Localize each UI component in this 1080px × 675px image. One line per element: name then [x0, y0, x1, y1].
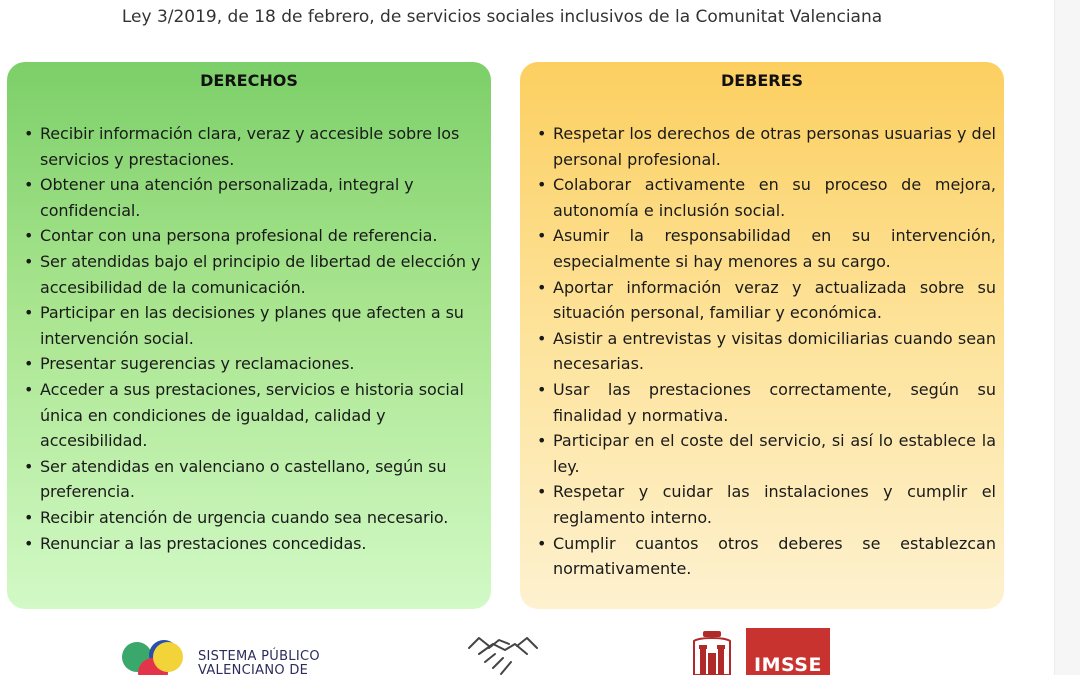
deberes-list [536, 121, 1000, 582]
derechos-item: • Ser atendidas bajo el principio de libertad de elección y accesibilidad de la comunicación. [23, 249, 487, 300]
derechos-panel [7, 62, 491, 609]
deberes-item: • Respetar y cuidar las instalaciones y cumplir el reglamento interno. [536, 479, 1000, 530]
derechos-item: • Acceder a sus prestaciones, servicios e historia social única en condiciones de igualdad, calidad y accesibilidad. [23, 377, 487, 454]
deberes-panel [520, 62, 1004, 609]
deberes-item: • Colaborar activamente en su proceso de mejora, autonomía e inclusión social. [536, 172, 1000, 223]
handshake-icon [465, 630, 541, 675]
deberes-item: • Respetar los derechos de otras personas usuarias y del personal profesional. [536, 121, 1000, 172]
imsse-logo-text: IMSSE [754, 654, 822, 675]
deberes-item: • Usar las prestaciones correctamente, según su finalidad y normativa. [536, 377, 1000, 428]
deberes-item: • Cumplir cuantos otros deberes se establezcan normativamente. [536, 531, 1000, 582]
derechos-list [23, 121, 487, 556]
derechos-item: • Contar con una persona profesional de referencia. [23, 223, 487, 249]
deberes-item: • Asumir la responsabilidad en su intervención, especialmente si hay menores a su cargo. [536, 223, 1000, 274]
logo-dot-yellow-icon [153, 642, 183, 672]
footer-logos [0, 628, 1000, 675]
city-crest-icon [690, 631, 734, 675]
deberes-item: • Asistir a entrevistas y visitas domiciliarias cuando sean necesarias. [536, 326, 1000, 377]
imsse-logo [746, 628, 830, 675]
derechos-item: • Presentar sugerencias y reclamaciones. [23, 351, 487, 377]
derechos-item: • Obtener una atención personalizada, integral y confidencial. [23, 172, 487, 223]
deberes-item: • Aportar información veraz y actualizada sobre su situación personal, familiar y económica. [536, 275, 1000, 326]
derechos-item: • Recibir información clara, veraz y accesible sobre los servicios y prestaciones. [23, 121, 487, 172]
scrollbar[interactable] [1054, 0, 1080, 675]
derechos-item: • Renunciar a las prestaciones concedidas. [23, 531, 487, 557]
sistema-publico-text [198, 650, 358, 675]
deberes-heading: DEBERES [720, 71, 804, 90]
page-title: Ley 3/2019, de 18 de febrero, de servicios sociales inclusivos de la Comunitat Valenciana [121, 7, 883, 27]
sistema-line-2: VALENCIANO DE [198, 663, 309, 675]
derechos-item: • Recibir atención de urgencia cuando sea necesario. [23, 505, 487, 531]
derechos-item: • Participar en las decisiones y planes que afecten a su intervención social. [23, 300, 487, 351]
deberes-item: • Participar en el coste del servicio, si así lo establece la ley. [536, 428, 1000, 479]
derechos-heading: DERECHOS [200, 71, 298, 90]
derechos-item: • Ser atendidas en valenciano o castellano, según su preferencia. [23, 454, 487, 505]
sistema-line-1: SISTEMA PÚBLICO [198, 649, 320, 664]
